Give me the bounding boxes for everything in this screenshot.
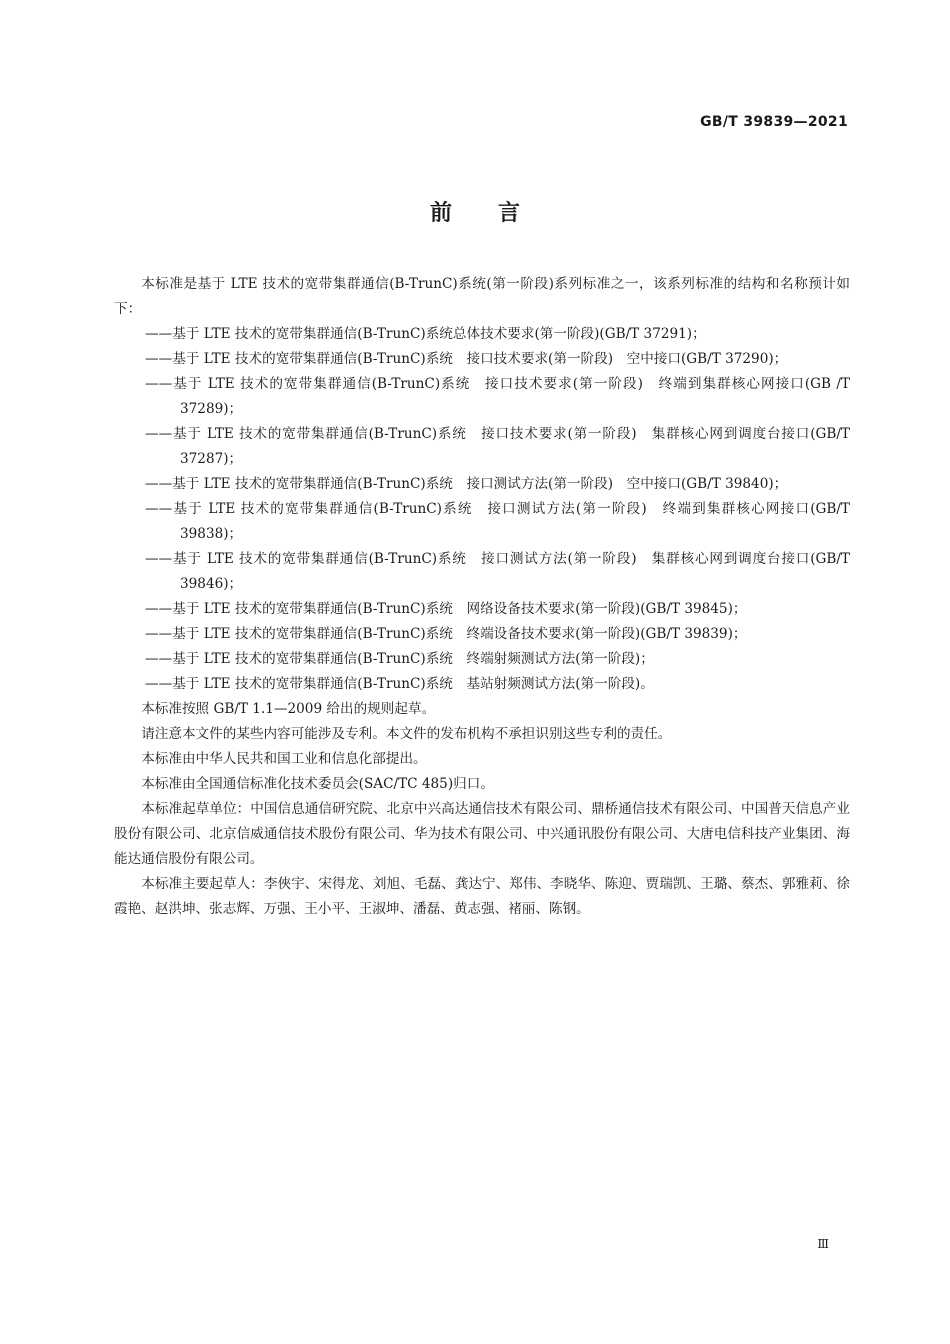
series-list-item: ——基于 LTE 技术的宽带集群通信(B-TrunC)系统 接口技术要求(第一阶段) 集群核心网到调度台接口(GB/T 37287)；	[145, 426, 850, 467]
series-list-item: ——基于 LTE 技术的宽带集群通信(B-TrunC)系统 接口技术要求(第一阶段) 空中接口(GB/T 37290)；	[145, 351, 788, 367]
series-list-item: ——基于 LTE 技术的宽带集群通信(B-TrunC)系统 接口测试方法(第一阶段) 集群核心网到调度台接口(GB/T 39846)；	[145, 551, 850, 592]
series-list-item: ——基于 LTE 技术的宽带集群通信(B-TrunC)系统 基站射频测试方法(第一阶段)。	[145, 676, 654, 692]
document-body	[114, 272, 850, 922]
page-number: Ⅲ	[817, 1237, 829, 1251]
proposer-paragraph: 本标准由中华人民共和国工业和信息化部提出。	[141, 751, 427, 767]
series-list-item: ——基于 LTE 技术的宽带集群通信(B-TrunC)系统 网络设备技术要求(第一阶段)(GB/T 39845)；	[145, 601, 747, 617]
page-title: 前言	[429, 201, 566, 226]
series-list-item: ——基于 LTE 技术的宽带集群通信(B-TrunC)系统 接口测试方法(第一阶段) 终端到集群核心网接口(GB/T 39838)；	[145, 501, 850, 542]
drafting-rules-paragraph: 本标准按照 GB/T 1.1—2009 给出的规则起草。	[141, 701, 436, 717]
series-list-item: ——基于 LTE 技术的宽带集群通信(B-TrunC)系统总体技术要求(第一阶段)(GB/T 37291)；	[145, 326, 706, 342]
technical-committee-paragraph: 本标准由全国通信标准化技术委员会(SAC/TC 485)归口。	[141, 776, 494, 792]
series-list	[114, 322, 850, 697]
series-list-item: ——基于 LTE 技术的宽带集群通信(B-TrunC)系统 接口测试方法(第一阶段) 空中接口(GB/T 39840)；	[145, 476, 788, 492]
series-list-item: ——基于 LTE 技术的宽带集群通信(B-TrunC)系统 接口技术要求(第一阶段) 终端到集群核心网接口(GB /T 37289)；	[145, 376, 850, 417]
drafting-organizations-paragraph: 本标准起草单位：中国信息通信研究院、北京中兴高达通信技术有限公司、鼎桥通信技术有限公司、中国普天信息产业股份有限公司、北京信威通信技术股份有限公司、华为技术有限公司、中兴通讯股份有限公司、大唐电信科技产业集团、海能达通信股份有限公司。	[114, 801, 850, 867]
standard-number: GB/T 39839—2021	[700, 114, 848, 130]
intro-paragraph: 本标准是基于 LTE 技术的宽带集群通信(B-TrunC)系统(第一阶段)系列标准之一，该系列标准的结构和名称预计如下：	[114, 276, 850, 317]
series-list-item: ——基于 LTE 技术的宽带集群通信(B-TrunC)系统 终端设备技术要求(第一阶段)(GB/T 39839)；	[145, 626, 747, 642]
series-list-item: ——基于 LTE 技术的宽带集群通信(B-TrunC)系统 终端射频测试方法(第一阶段)；	[145, 651, 654, 667]
patent-notice-paragraph: 请注意本文件的某些内容可能涉及专利。本文件的发布机构不承担识别这些专利的责任。	[141, 726, 672, 742]
drafters-paragraph: 本标准主要起草人：李俠宇、宋得龙、刘旭、毛磊、龚达宁、郑伟、李晓华、陈迎、贾瑞凯、王璐、蔡杰、郭雅莉、徐霞艳、赵洪坤、张志辉、万强、王小平、王淑坤、潘磊、黄志强、褚丽、陈钢。	[114, 876, 850, 917]
